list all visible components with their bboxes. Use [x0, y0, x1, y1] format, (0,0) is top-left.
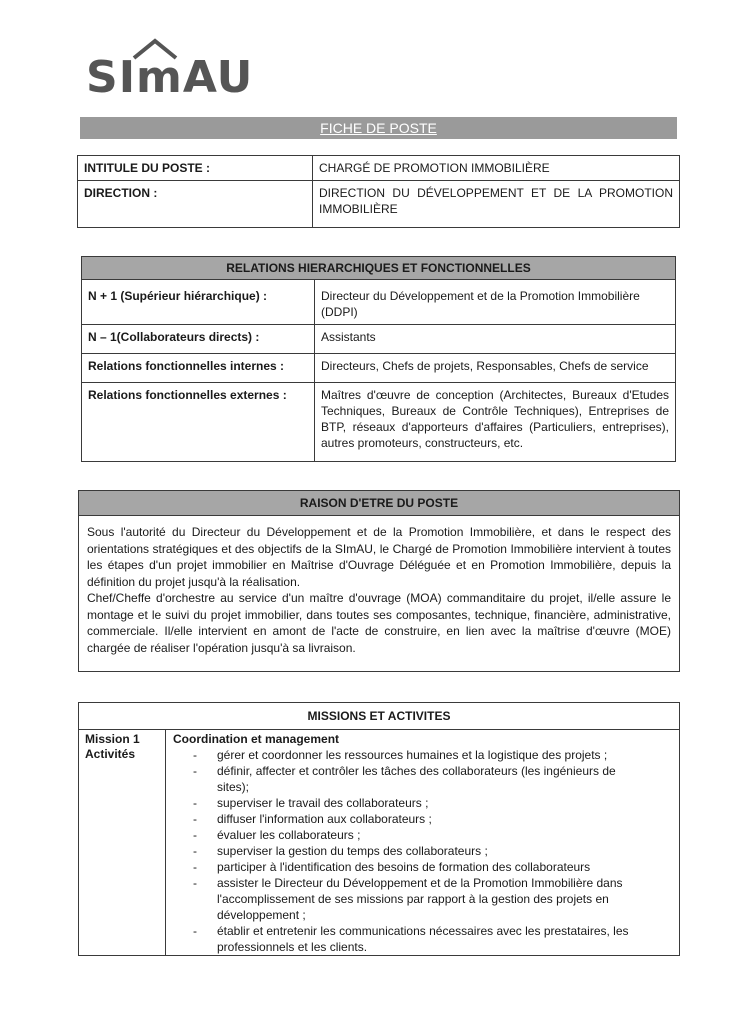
table-row [82, 280, 676, 325]
activity-text: évaluer les collaborateurs ; [217, 828, 361, 842]
activity-text: superviser la gestion du temps des collaborateurs ; [217, 844, 488, 858]
activities-list [193, 747, 643, 955]
bullet-dash: - [193, 844, 197, 858]
relation-label: N – 1(Collaborateurs directs) : [82, 325, 315, 354]
bullet-dash: - [193, 748, 197, 762]
table-row [82, 383, 676, 462]
list-item [193, 923, 643, 955]
bullet-dash: - [193, 860, 197, 874]
raison-paragraph: Sous l'autorité du Directeur du Développement et de la Promotion Immobilière, et dans le respect des orientations stratégiques et des objectifs de la SImAU, le Chargé de Promotion Immobilière intervient à toutes les étapes d'un projet immobilier en Maîtrise d'Ouvrage Déléguée et en Promotion Immobilière, depuis la définition du projet jusqu'à la réalisation. [87, 525, 671, 589]
mission-value: Coordination et management [173, 732, 340, 746]
intitule-value: CHARGÉ DE PROMOTION IMMOBILIÈRE [313, 156, 680, 181]
activity-text: diffuser l'information aux collaborateurs ; [217, 812, 432, 826]
activity-text: définir, affecter et contrôler les tâches des collaborateurs (les ingénieurs de sites); [217, 764, 616, 794]
activity-text: superviser le travail des collaborateurs ; [217, 796, 429, 810]
bullet-dash: - [193, 828, 197, 842]
list-item [193, 795, 643, 811]
list-item [193, 811, 643, 827]
bullet-dash: - [193, 876, 197, 890]
activity-text: assister le Directeur du Développement et de la Promotion Immobilière dans l'accomplissement de ses missions par rapport à la gestion des projets en développement ; [217, 876, 623, 922]
activity-text: gérer et coordonner les ressources humaines et la logistique des projets ; [217, 748, 608, 762]
relation-label: Relations fonctionnelles internes : [82, 354, 315, 383]
relation-value: Directeur du Développement et de la Promotion Immobilière (DDPI) [315, 280, 676, 325]
list-item [193, 859, 643, 875]
list-item [193, 763, 643, 795]
activity-text: établir et entretenir les communications nécessaires avec les prestataires, les professionnels et les clients. [217, 924, 629, 954]
missions-section [78, 702, 680, 956]
relations-table [81, 256, 676, 462]
table-row [82, 325, 676, 354]
divider [165, 729, 166, 955]
job-info-table [77, 155, 680, 228]
mission-label: Mission 1 [85, 732, 140, 746]
relation-value: Maîtres d'œuvre de conception (Architectes, Bureaux d'Etudes Techniques, Bureaux de Contrôle Techniques), Entreprises de BTP, réseaux d'apporteurs d'affaires (Particuliers, entreprises), autres promoteurs, constructeurs, etc. [315, 383, 676, 462]
bullet-dash: - [193, 924, 197, 938]
direction-label: DIRECTION : [78, 181, 313, 228]
activity-text: participer à l'identification des besoins de formation des collaborateurs [217, 860, 591, 874]
page-title: FICHE DE POSTE [80, 117, 677, 139]
bullet-dash: - [193, 796, 197, 810]
relation-value: Directeurs, Chefs de projets, Responsables, Chefs de service [315, 354, 676, 383]
bullet-dash: - [193, 812, 197, 826]
table-row [78, 181, 680, 228]
relation-value: Assistants [315, 325, 676, 354]
relations-header: RELATIONS HIERARCHIQUES ET FONCTIONNELLES [82, 257, 676, 280]
missions-header: MISSIONS ET ACTIVITES [307, 709, 451, 723]
raison-paragraph: Chef/Cheffe d'orchestre au service d'un maître d'ouvrage (MOA) commanditaire du projet, il/elle assure le montage et le suivi du projet immobilier, dans toutes ses composantes, technique, financière, administrative, commerciale. Il/elle intervient en amont de l'acte de construire, en lien avec la maîtrise d'œuvre (MOE) chargée de réaliser l'opération jusqu'à sa livraison. [87, 591, 671, 655]
bullet-dash: - [193, 764, 197, 778]
divider [79, 729, 679, 730]
list-item [193, 875, 643, 923]
table-row [82, 257, 676, 280]
raison-header: RAISON D'ETRE DU POSTE [79, 491, 679, 516]
list-item [193, 843, 643, 859]
list-item [193, 827, 643, 843]
intitule-label: INTITULE DU POSTE : [78, 156, 313, 181]
list-item [193, 747, 643, 763]
raison-section [78, 490, 680, 672]
company-logo [86, 36, 256, 104]
relation-label: Relations fonctionnelles externes : [82, 383, 315, 462]
relation-label: N + 1 (Supérieur hiérarchique) : [82, 280, 315, 325]
table-row [82, 354, 676, 383]
table-row [78, 156, 680, 181]
activities-label: Activités [85, 747, 136, 761]
logo-text: SImAU [86, 52, 254, 103]
direction-value: DIRECTION DU DÉVELOPPEMENT ET DE LA PROMOTION IMMOBILIÈRE [313, 181, 680, 228]
